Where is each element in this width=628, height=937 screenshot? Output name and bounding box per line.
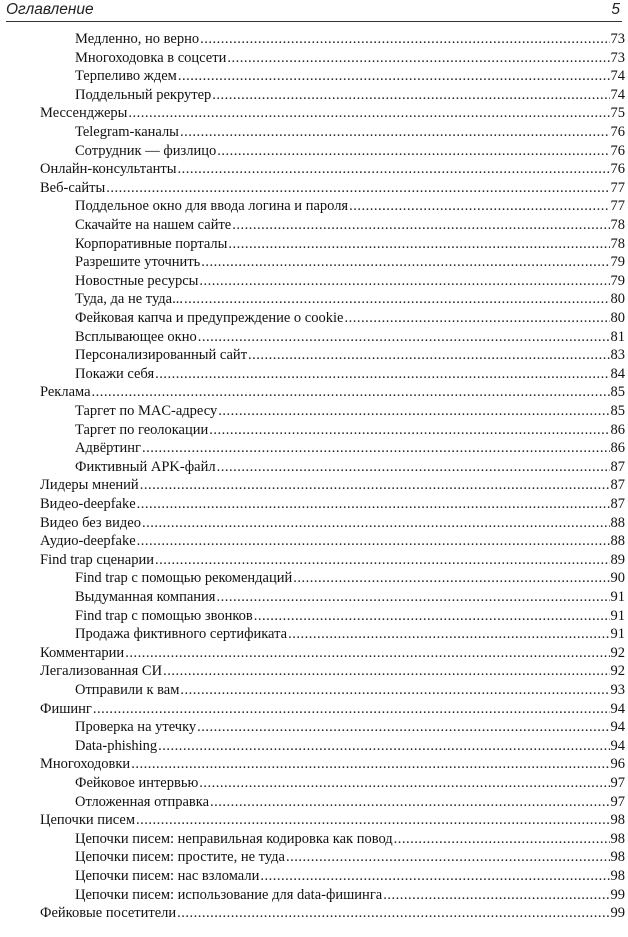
toc-entry-label: Туда, да не туда... [75, 291, 183, 308]
toc-section-entry[interactable] [40, 514, 625, 532]
dot-leader [106, 179, 609, 197]
toc-entry-page-number: 83 [610, 347, 625, 364]
toc-entry-label: Видео без видео [40, 514, 141, 531]
toc-entry-page-number: 77 [610, 179, 625, 196]
toc-entry-page-number: 97 [610, 775, 625, 791]
dot-leader [209, 421, 609, 439]
toc-entry-page-number: 91 [610, 607, 625, 624]
toc-section-entry[interactable] [40, 383, 625, 401]
dot-leader [293, 569, 609, 587]
toc-entry-label: Фишинг [40, 700, 92, 717]
dot-leader [92, 383, 610, 401]
toc-entry-page-number: 94 [610, 737, 625, 754]
toc-entry-page-number: 94 [610, 719, 625, 736]
running-head [6, 0, 622, 22]
toc-subsection-entry[interactable] [75, 607, 625, 625]
toc-entry-page-number: 91 [610, 589, 625, 605]
toc-subsection-entry[interactable] [75, 848, 625, 866]
toc-entry-page-number: 98 [610, 812, 625, 829]
dot-leader [128, 104, 609, 122]
dot-leader [155, 551, 610, 569]
toc-entry-label: Персонализированный сайт [75, 347, 248, 364]
toc-entry-page-number: 80 [610, 310, 625, 326]
toc-section-entry[interactable] [40, 104, 625, 122]
toc-entry-label: Реклама [40, 384, 91, 401]
dot-leader [178, 160, 610, 178]
toc-entry-page-number: 98 [610, 849, 625, 866]
dot-leader [184, 290, 610, 308]
toc-section-entry[interactable] [40, 811, 625, 829]
toc-entry-label: Продажа фиктивного сертификата [75, 626, 288, 643]
toc-entry-page-number: 88 [610, 514, 625, 531]
dot-leader [198, 328, 610, 346]
dot-leader [140, 476, 610, 494]
dot-leader [199, 272, 609, 290]
toc-entry-page-number: 81 [610, 328, 625, 345]
dot-leader [254, 607, 610, 625]
toc-entry-page-number: 77 [610, 198, 625, 215]
toc-entry-label: Цепочки писем: неправильная кодировка как повод [75, 830, 393, 847]
toc-entry-label: Цепочки писем: использование для data-фишинга [75, 886, 383, 903]
dot-leader [344, 309, 609, 327]
toc-subsection-entry[interactable] [75, 346, 625, 364]
dot-leader [228, 235, 609, 253]
toc-entry-label: Многоходовка в соцсети [75, 49, 227, 66]
dot-leader [349, 197, 609, 215]
toc-entry-label: Лидеры мнений [40, 477, 139, 494]
toc-entry-page-number: 87 [610, 458, 625, 475]
toc-entry-label: Разрешите уточнить [75, 254, 201, 271]
dot-leader [158, 737, 609, 755]
toc-entry-label: Фейковые посетители [40, 905, 177, 922]
toc-subsection-entry[interactable] [75, 30, 625, 48]
toc-section-entry[interactable] [40, 495, 625, 513]
toc-subsection-entry[interactable] [75, 458, 625, 476]
toc-entry-page-number: 92 [610, 663, 625, 680]
toc-subsection-entry[interactable] [75, 402, 625, 420]
dot-leader [142, 439, 610, 457]
toc-entry-label: Find trap сценарии [40, 551, 154, 568]
toc-section-entry[interactable] [40, 476, 625, 494]
toc-entry-page-number: 94 [610, 700, 625, 717]
toc-section-entry[interactable] [40, 179, 625, 197]
toc-section-entry[interactable] [40, 551, 625, 569]
toc-entry-page-number: 73 [610, 31, 625, 47]
toc-subsection-entry[interactable] [75, 49, 625, 67]
toc-subsection-entry[interactable] [75, 272, 625, 290]
toc-entry-page-number: 87 [610, 477, 625, 494]
toc-section-entry[interactable] [40, 644, 625, 662]
toc-entry-page-number: 92 [610, 644, 625, 661]
dot-leader [197, 718, 609, 736]
toc-entry-label: Find trap с помощью звонков [75, 607, 253, 624]
toc-section-entry[interactable] [40, 532, 625, 550]
dot-leader [286, 848, 610, 866]
toc-entry-label: Таргет по геолокации [75, 421, 209, 438]
toc-subsection-entry[interactable] [75, 123, 625, 141]
toc-entry-page-number: 78 [610, 217, 625, 233]
toc-entry-label: Онлайн-консультанты [40, 161, 177, 178]
toc-subsection-entry[interactable] [75, 681, 625, 699]
dot-leader [93, 700, 610, 718]
toc-subsection-entry[interactable] [75, 235, 625, 253]
toc-entry-label: Мессенджеры [40, 105, 128, 122]
toc-subsection-entry[interactable] [75, 290, 625, 308]
dot-leader [155, 365, 609, 383]
toc-entry-label: Всплывающее окно [75, 328, 197, 345]
toc-entry-page-number: 74 [610, 68, 625, 85]
toc-entry-page-number: 76 [610, 161, 625, 178]
toc-entry-label: Корпоративные порталы [75, 235, 228, 252]
toc-subsection-entry[interactable] [75, 569, 625, 587]
dot-leader [180, 681, 609, 699]
toc-entry-page-number: 79 [610, 254, 625, 271]
dot-leader [142, 514, 610, 532]
toc-section-entry[interactable] [40, 160, 625, 178]
toc-section-entry[interactable] [40, 700, 625, 718]
toc-entry-page-number: 78 [610, 235, 625, 252]
toc-subsection-entry[interactable] [75, 588, 625, 606]
toc-subsection-entry[interactable] [75, 216, 625, 234]
toc-subsection-entry[interactable] [75, 328, 625, 346]
toc-section-entry[interactable] [40, 904, 625, 922]
toc-entry-label: Сотрудник — физлицо [75, 142, 217, 159]
dot-leader [201, 253, 609, 271]
toc-subsection-entry[interactable] [75, 142, 625, 160]
dot-leader [217, 142, 609, 160]
toc-subsection-entry[interactable] [75, 365, 625, 383]
dot-leader [137, 532, 610, 550]
toc-entry-label: Фиктивный APK-файл [75, 458, 216, 475]
toc-entry-label: Telegram-каналы [75, 124, 179, 140]
toc-entry-label: Цепочки писем [40, 812, 136, 829]
toc-entry-page-number: 85 [610, 384, 625, 401]
dot-leader [200, 30, 609, 48]
toc-subsection-entry[interactable] [75, 793, 625, 811]
toc-entry-page-number: 79 [610, 272, 625, 289]
dot-leader [260, 867, 609, 885]
toc-entry-page-number: 91 [610, 626, 625, 643]
toc-section-entry[interactable] [40, 662, 625, 680]
dot-leader [218, 402, 609, 420]
toc-subsection-entry[interactable] [75, 867, 625, 885]
toc-entry-page-number: 98 [610, 830, 625, 847]
toc-subsection-entry[interactable] [75, 886, 625, 904]
toc-entry-label: Цепочки писем: простите, не туда [75, 849, 285, 866]
toc-entry-page-number: 80 [610, 291, 625, 308]
dot-leader [212, 86, 609, 104]
toc-entry-label: Поддельный рекрутер [75, 86, 212, 103]
toc-entry-page-number: 86 [610, 421, 625, 438]
toc-entry-label: Find trap с помощью рекомендаций [75, 570, 293, 587]
dot-leader [199, 774, 609, 792]
toc-entry-page-number: 97 [610, 793, 625, 810]
toc-subsection-entry[interactable] [75, 421, 625, 439]
toc-entry-page-number: 87 [610, 496, 625, 512]
dot-leader [177, 904, 609, 922]
toc-entry-label: Поддельное окно для ввода логина и пароля [75, 198, 349, 215]
running-head-title: Оглавление [6, 1, 94, 18]
toc-subsection-entry[interactable] [75, 774, 625, 792]
toc-section-entry[interactable] [40, 755, 625, 773]
dot-leader [383, 886, 609, 904]
toc-subsection-entry[interactable] [75, 309, 625, 327]
toc-entry-label: Скачайте на нашем сайте [75, 217, 232, 233]
toc-entry-label: Цепочки писем: нас взломали [75, 868, 260, 884]
toc-entry-label: Медленно, но верно [75, 31, 200, 47]
toc-subsection-entry[interactable] [75, 718, 625, 736]
toc-entry-label: Фейковое интервью [75, 775, 199, 791]
toc-entry-page-number: 90 [610, 570, 625, 587]
toc-entry-label: Терпеливо ждем [75, 68, 177, 85]
toc-entry-page-number: 84 [610, 365, 625, 382]
toc-entry-page-number: 85 [610, 403, 625, 419]
toc-entry-label: Адвёртинг [75, 440, 141, 457]
toc-entry-label: Легализованная СИ [40, 663, 163, 680]
toc-entry-label: Отложенная отправка [75, 793, 210, 810]
dot-leader [210, 793, 609, 811]
toc-entry-page-number: 74 [610, 86, 625, 103]
toc-entry-label: Проверка на утечку [75, 719, 197, 736]
toc-subsection-entry[interactable] [75, 830, 625, 848]
toc-entry-label: Data-phishing [75, 737, 158, 754]
toc-entry-label: Аудио-deepfake [40, 533, 136, 550]
toc-entry-page-number: 99 [610, 905, 625, 922]
toc-subsection-entry[interactable] [75, 439, 625, 457]
dot-leader [216, 588, 609, 606]
toc-entry-label: Покажи себя [75, 365, 155, 382]
dot-leader [180, 123, 610, 141]
toc-entry-page-number: 86 [610, 440, 625, 457]
toc-entry-label: Новостные ресурсы [75, 272, 199, 289]
toc-entry-label: Фейковая капча и предупреждение о cookie [75, 310, 344, 326]
toc-entry-page-number: 76 [610, 124, 625, 140]
toc-entry-page-number: 99 [610, 886, 625, 903]
dot-leader [232, 216, 609, 234]
toc-subsection-entry[interactable] [75, 197, 625, 215]
toc-entry-label: Веб-сайты [40, 179, 106, 196]
toc-entry-page-number: 73 [610, 49, 625, 66]
toc-entry-label: Многоходовки [40, 756, 131, 773]
toc-entry-label: Выдуманная компания [75, 589, 216, 605]
toc-entry-label: Таргет по MAC-адресу [75, 403, 218, 419]
toc-subsection-entry[interactable] [75, 67, 625, 85]
toc-subsection-entry[interactable] [75, 737, 625, 755]
toc-entry-label: Комментарии [40, 644, 125, 661]
toc-entry-page-number: 76 [610, 142, 625, 159]
toc-entry-page-number: 98 [610, 868, 625, 884]
dot-leader [137, 495, 610, 513]
running-head-page-number: 5 [611, 1, 620, 18]
dot-leader [227, 49, 609, 67]
dot-leader [394, 830, 610, 848]
toc-entry-page-number: 75 [610, 105, 625, 122]
toc-entry-label: Отправили к вам [75, 682, 180, 698]
toc-entry-page-number: 96 [610, 756, 625, 773]
dot-leader [288, 625, 609, 643]
toc-subsection-entry[interactable] [75, 86, 625, 104]
dot-leader [125, 644, 609, 662]
dot-leader [163, 662, 609, 680]
dot-leader [131, 755, 609, 773]
dot-leader [248, 346, 609, 364]
toc-subsection-entry[interactable] [75, 253, 625, 271]
toc-entry-label: Видео-deepfake [40, 496, 136, 512]
toc-entry-page-number: 88 [610, 533, 625, 550]
toc-entry-page-number: 89 [610, 551, 625, 568]
dot-leader [178, 67, 610, 85]
dot-leader [136, 811, 609, 829]
dot-leader [217, 458, 610, 476]
toc-subsection-entry[interactable] [75, 625, 625, 643]
toc-entry-page-number: 93 [610, 682, 625, 698]
